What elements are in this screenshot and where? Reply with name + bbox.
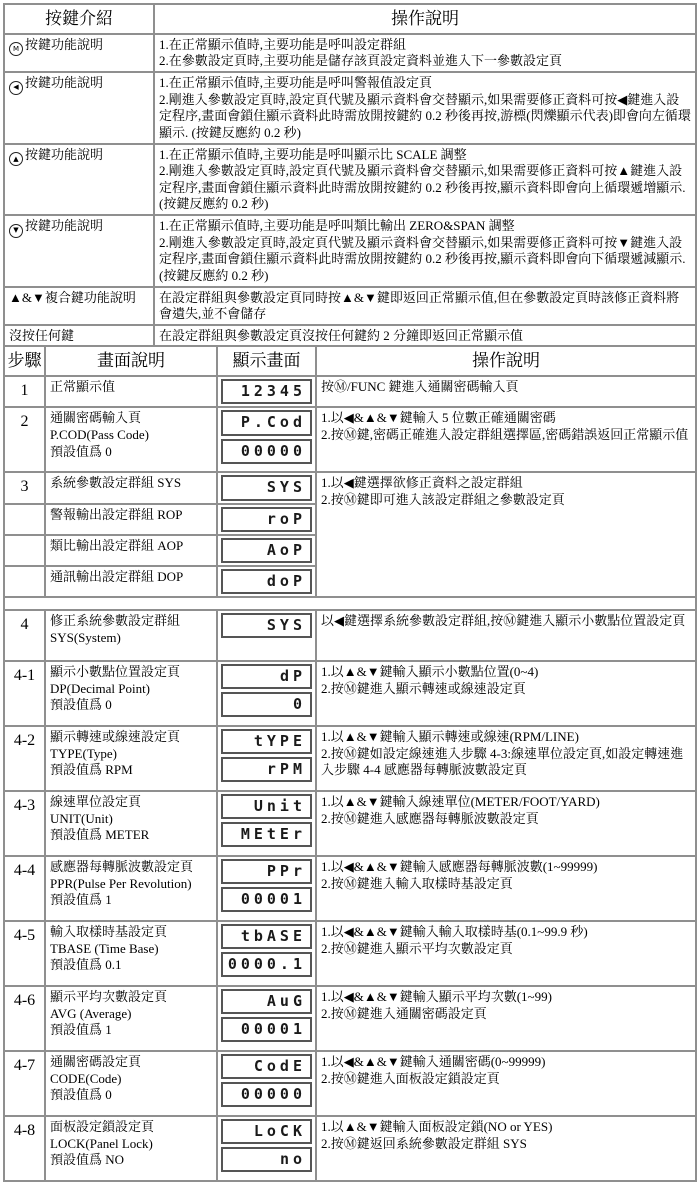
operation-line: 1.以◀&▲&▼鍵輸入通關密碼(0~99999) xyxy=(321,1054,546,1070)
desc-line: 預設值爲 METER xyxy=(50,827,150,843)
step-row xyxy=(4,376,696,407)
key-desc-line: 2.在參數設定頁時,主要功能是儲存該頁設定資料並進入下一參數設定頁 xyxy=(159,53,563,69)
operation-line: 2.按Ⓜ鍵即可進入該設定群組之參數設定頁 xyxy=(321,491,565,507)
seven-seg-display: 12345 xyxy=(221,379,312,404)
key-label: 按鍵功能說明 xyxy=(25,218,104,233)
step-cell: 3 xyxy=(4,472,45,503)
key-desc-cell xyxy=(154,287,696,325)
manual-page xyxy=(3,3,697,1182)
display-cell xyxy=(217,376,316,407)
seven-seg-display: AuG xyxy=(221,989,312,1014)
operation-line: 1.以◀鍵選擇欲修正資料之設定群組 xyxy=(321,475,523,491)
display-cell xyxy=(217,921,316,986)
display-cell xyxy=(217,504,316,535)
desc-line: 警報輸出設定群組 ROP xyxy=(50,506,183,522)
seven-seg-display: P.Cod xyxy=(221,410,312,435)
desc-line: 預設值爲 0 xyxy=(50,1087,112,1103)
seven-seg-display: MEtEr xyxy=(221,822,312,847)
key-desc-cell xyxy=(154,325,696,347)
seven-seg-display: Unit xyxy=(221,794,312,819)
key-label: ▲&▼複合鍵功能說明 xyxy=(9,289,136,305)
operation-line: 1.以▲&▼鍵輸入顯示轉速或線速(RPM/LINE) xyxy=(321,729,579,745)
operation-cell xyxy=(316,1051,696,1116)
desc-line: 面板設定鎖設定頁 xyxy=(50,1119,155,1135)
key-desc-line: 1.在正常顯示值時,主要功能是呼叫顯示比 SCALE 調整 xyxy=(159,146,467,162)
desc-cell xyxy=(45,661,217,726)
seven-seg-display: doP xyxy=(221,569,312,594)
key-table-header-intro: 按鍵介紹 xyxy=(4,4,154,34)
desc-line: 正常顯示值 xyxy=(50,379,116,395)
desc-line: 線速單位設定頁 xyxy=(50,794,142,810)
step-cell: 1 xyxy=(4,376,45,407)
down-key-icon: ▼ xyxy=(9,224,23,238)
key-name-cell xyxy=(4,287,154,325)
desc-line: UNIT(Unit) xyxy=(50,810,113,826)
desc-line: 預設值爲 1 xyxy=(50,1022,112,1038)
step-row xyxy=(4,1051,696,1116)
operation-line: 1.以◀&▲&▼鍵輸入顯示平均次數(1~99) xyxy=(321,989,552,1005)
step-row xyxy=(4,726,696,791)
desc-cell xyxy=(45,407,217,472)
left-key-icon: ◀ xyxy=(9,81,23,95)
operation-line: 2.按Ⓜ鍵進入面板設定鎖設定頁 xyxy=(321,1070,500,1086)
operation-cell xyxy=(316,661,696,726)
spacer-row xyxy=(4,597,696,610)
steps-header-operation: 操作說明 xyxy=(316,346,696,376)
seven-seg-display: LoCK xyxy=(221,1119,312,1144)
seven-seg-display: rPM xyxy=(221,757,312,782)
display-cell xyxy=(217,610,316,661)
seven-seg-display: SYS xyxy=(221,613,312,638)
key-row xyxy=(4,144,696,216)
desc-line: 預設值爲 1 xyxy=(50,892,112,908)
desc-line: SYS(System) xyxy=(50,629,121,645)
seven-seg-display: SYS xyxy=(221,475,312,500)
display-cell xyxy=(217,407,316,472)
step-row xyxy=(4,407,696,472)
key-desc-cell xyxy=(154,144,696,216)
desc-line: 修正系統參數設定群組 xyxy=(50,613,181,629)
key-desc-cell xyxy=(154,34,696,72)
desc-line: 系統參數設定群組 SYS xyxy=(50,475,182,491)
seven-seg-display: CodE xyxy=(221,1054,312,1079)
operation-line: 2.按Ⓜ鍵進入顯示平均次數設定頁 xyxy=(321,940,513,956)
key-row xyxy=(4,325,696,347)
seven-seg-display: 00000 xyxy=(221,1082,312,1107)
seven-seg-display: 00001 xyxy=(221,1017,312,1042)
operation-cell xyxy=(316,726,696,791)
key-table-header-ops: 操作說明 xyxy=(154,4,696,34)
desc-line: P.COD(Pass Code) xyxy=(50,426,149,442)
seven-seg-display: tbASE xyxy=(221,924,312,949)
step-cell xyxy=(4,566,45,597)
step-subrow xyxy=(4,472,696,503)
desc-line: 通關密碼設定頁 xyxy=(50,1054,142,1070)
step-cell: 2 xyxy=(4,407,45,472)
seven-seg-display: no xyxy=(221,1147,312,1172)
desc-line: 類比輸出設定群組 AOP xyxy=(50,537,184,553)
desc-line: 顯示平均次數設定頁 xyxy=(50,989,168,1005)
operation-cell xyxy=(316,407,696,472)
key-desc-line: 在設定群組與參數設定頁同時按▲&▼鍵即返回正常顯示值,但在參數設定頁時該修正資料將會遺失,並不會儲存 xyxy=(159,289,680,322)
key-row xyxy=(4,287,696,325)
desc-cell xyxy=(45,1051,217,1116)
spacer-cell xyxy=(4,597,696,610)
operation-line: 1.以▲&▼鍵輸入面板設定鎖(NO or YES) xyxy=(321,1119,553,1135)
key-label: 按鍵功能說明 xyxy=(25,146,104,162)
desc-line: 通訊輸出設定群組 DOP xyxy=(50,568,184,584)
key-name-cell xyxy=(4,72,154,144)
desc-cell xyxy=(45,535,217,566)
operation-cell xyxy=(316,472,696,597)
desc-line: 輸入取樣時基設定頁 xyxy=(50,924,168,940)
operation-line: 按Ⓜ/FUNC 鍵進入通關密碼輸入頁 xyxy=(321,379,519,395)
display-cell xyxy=(217,535,316,566)
steps-header-display: 顯示畫面 xyxy=(217,346,316,376)
desc-cell xyxy=(45,1116,217,1181)
display-cell xyxy=(217,1051,316,1116)
up-key-icon: ▲ xyxy=(9,152,23,166)
step-row xyxy=(4,1116,696,1181)
operation-cell xyxy=(316,791,696,856)
step-cell: 4-7 xyxy=(4,1051,45,1116)
desc-cell xyxy=(45,726,217,791)
key-label: 按鍵功能說明 xyxy=(25,36,104,52)
display-cell xyxy=(217,1116,316,1181)
seven-seg-display: AoP xyxy=(221,538,312,563)
desc-cell xyxy=(45,504,217,535)
desc-line: TBASE (Time Base) xyxy=(50,940,159,956)
operation-cell xyxy=(316,1116,696,1181)
func-key-icon: M xyxy=(9,42,23,56)
desc-line: 顯示小數點位置設定頁 xyxy=(50,664,181,680)
desc-cell xyxy=(45,791,217,856)
key-desc-cell xyxy=(154,72,696,144)
operation-cell xyxy=(316,610,696,661)
display-cell xyxy=(217,661,316,726)
steps-table-header-row xyxy=(4,346,696,376)
key-desc-line: 1.在正常顯示值時,主要功能是呼叫警報值設定頁 xyxy=(159,75,433,90)
step-cell: 4-1 xyxy=(4,661,45,726)
step-cell: 4 xyxy=(4,610,45,661)
desc-line: CODE(Code) xyxy=(50,1070,122,1086)
step-row xyxy=(4,791,696,856)
desc-line: 預設值爲 0.1 xyxy=(50,957,122,973)
seven-seg-display: 00000 xyxy=(221,439,312,464)
operation-line: 2.按Ⓜ鍵,密碼正確進入設定群組選擇區,密碼錯誤返回正常顯示值 xyxy=(321,426,689,442)
step-cell: 4-5 xyxy=(4,921,45,986)
desc-line: 預設值爲 0 xyxy=(50,697,112,713)
step-cell xyxy=(4,535,45,566)
desc-line: 通關密碼輸入頁 xyxy=(50,410,142,426)
desc-line: LOCK(Panel Lock) xyxy=(50,1135,153,1151)
desc-line: 預設值爲 0 xyxy=(50,443,112,459)
key-desc-line: 2.剛進入參數設定頁時,設定頁代號及顯示資料會交替顯示,如果需要修正資料可按▲鍵進入設定程序,畫面會鎖住顯示資料此時需放開按鍵約 0.2 秒後再按,顯示資料即會向上循環遞增顯示. (按鍵反應約 0.2 秒) xyxy=(159,163,686,212)
step-row xyxy=(4,661,696,726)
key-name-cell xyxy=(4,34,154,72)
desc-line: AVG (Average) xyxy=(50,1005,132,1021)
display-cell xyxy=(217,986,316,1051)
key-function-table xyxy=(3,3,697,347)
operation-line: 2.按Ⓜ鍵進入輸入取樣時基設定頁 xyxy=(321,875,513,891)
display-cell xyxy=(217,472,316,503)
display-cell xyxy=(217,856,316,921)
operation-line: 2.按Ⓜ鍵進入顯示轉速或線速設定頁 xyxy=(321,680,526,696)
operation-cell xyxy=(316,856,696,921)
key-desc-line: 1.在正常顯示值時,主要功能是呼叫類比輸出 ZERO&SPAN 調整 xyxy=(159,218,515,233)
desc-line: PPR(Pulse Per Revolution) xyxy=(50,875,192,891)
seven-seg-display: 00001 xyxy=(221,887,312,912)
key-label: 按鍵功能說明 xyxy=(25,75,104,90)
seven-seg-display: tYPE xyxy=(221,729,312,754)
key-name-cell xyxy=(4,325,154,347)
key-desc-line: 在設定群組與參數設定頁沒按任何鍵約 2 分鐘即返回正常顯示值 xyxy=(159,327,524,343)
display-cell xyxy=(217,726,316,791)
key-table-header-row xyxy=(4,4,696,34)
step-cell: 4-2 xyxy=(4,726,45,791)
desc-line: 預設值爲 RPM xyxy=(50,762,133,778)
desc-cell xyxy=(45,610,217,661)
desc-cell xyxy=(45,566,217,597)
operation-line: 2.按Ⓜ鍵如設定線速進入步驟 4-3:線速單位設定頁,如設定轉速進入步驟 4-4 感應器每轉脈波數設定頁 xyxy=(321,745,684,778)
seven-seg-display: roP xyxy=(221,507,312,532)
key-row xyxy=(4,215,696,287)
step-row xyxy=(4,921,696,986)
key-label: 沒按任何鍵 xyxy=(9,327,75,343)
step-cell xyxy=(4,504,45,535)
steps-header-screen-desc: 畫面說明 xyxy=(45,346,217,376)
operation-line: 1.以▲&▼鍵輸入線速單位(METER/FOOT/YARD) xyxy=(321,794,600,810)
operation-line: 1.以◀&▲&▼鍵輸入感應器每轉脈波數(1~99999) xyxy=(321,859,598,875)
display-cell xyxy=(217,791,316,856)
operation-line: 1.以▲&▼鍵輸入顯示小數點位置(0~4) xyxy=(321,664,539,680)
operation-line: 1.以◀&▲&▼鍵輸入 5 位數正確通關密碼 xyxy=(321,410,556,426)
operation-cell xyxy=(316,921,696,986)
key-desc-cell xyxy=(154,215,696,287)
key-desc-line: 2.剛進入參數設定頁時,設定頁代號及顯示資料會交替顯示,如果需要修正資料可按▼鍵進入設定程序,畫面會鎖住顯示資料此時需放開按鍵約 0.2 秒後再按,顯示資料即會向下循環遞減顯示. (按鍵反應約 0.2 秒) xyxy=(159,234,686,283)
desc-cell xyxy=(45,921,217,986)
desc-line: 感應器每轉脈波數設定頁 xyxy=(50,859,194,875)
step-row xyxy=(4,856,696,921)
operation-cell xyxy=(316,986,696,1051)
desc-cell xyxy=(45,986,217,1051)
step-cell: 4-4 xyxy=(4,856,45,921)
seven-seg-display: PPr xyxy=(221,859,312,884)
key-row xyxy=(4,72,696,144)
seven-seg-display: 0000.1 xyxy=(221,952,312,977)
desc-cell xyxy=(45,472,217,503)
key-name-cell xyxy=(4,144,154,216)
desc-line: 預設值爲 NO xyxy=(50,1152,125,1168)
seven-seg-display: dP xyxy=(221,664,312,689)
operation-line: 2.按Ⓜ鍵進入感應器每轉脈波數設定頁 xyxy=(321,810,539,826)
step-cell: 4-3 xyxy=(4,791,45,856)
steps-header-step: 步驟 xyxy=(4,346,45,376)
steps-table xyxy=(3,345,697,1182)
desc-line: DP(Decimal Point) xyxy=(50,680,151,696)
step-row xyxy=(4,610,696,661)
key-name-cell xyxy=(4,215,154,287)
seven-seg-display: 0 xyxy=(221,692,312,717)
step-cell: 4-8 xyxy=(4,1116,45,1181)
operation-cell xyxy=(316,376,696,407)
desc-cell xyxy=(45,376,217,407)
operation-line: 以◀鍵選擇系統參數設定群組,按Ⓜ鍵進入顯示小數點位置設定頁 xyxy=(321,613,686,629)
desc-cell xyxy=(45,856,217,921)
display-cell xyxy=(217,566,316,597)
key-row xyxy=(4,34,696,72)
desc-line: 顯示轉速或線速設定頁 xyxy=(50,729,181,745)
step-cell: 4-6 xyxy=(4,986,45,1051)
desc-line: TYPE(Type) xyxy=(50,745,117,761)
operation-line: 2.按Ⓜ鍵返回系統參數設定群組 SYS xyxy=(321,1135,527,1151)
key-desc-line: 1.在正常顯示值時,主要功能是呼叫設定群組 xyxy=(159,36,407,52)
key-desc-line: 2.剛進入參數設定頁時,設定頁代號及顯示資料會交替顯示,如果需要修正資料可按◀鍵進入設定程序,畫面會鎖住顯示資料此時需放開按鍵約 0.2 秒後再按,游標(閃爍顯示代表)即會向左循環顯示. (按鍵反應約 0.2 秒) xyxy=(159,91,691,140)
step-row xyxy=(4,986,696,1051)
operation-line: 2.按Ⓜ鍵進入通關密碼設定頁 xyxy=(321,1005,487,1021)
operation-line: 1.以◀&▲&▼鍵輸入輸入取樣時基(0.1~99.9 秒) xyxy=(321,924,588,940)
